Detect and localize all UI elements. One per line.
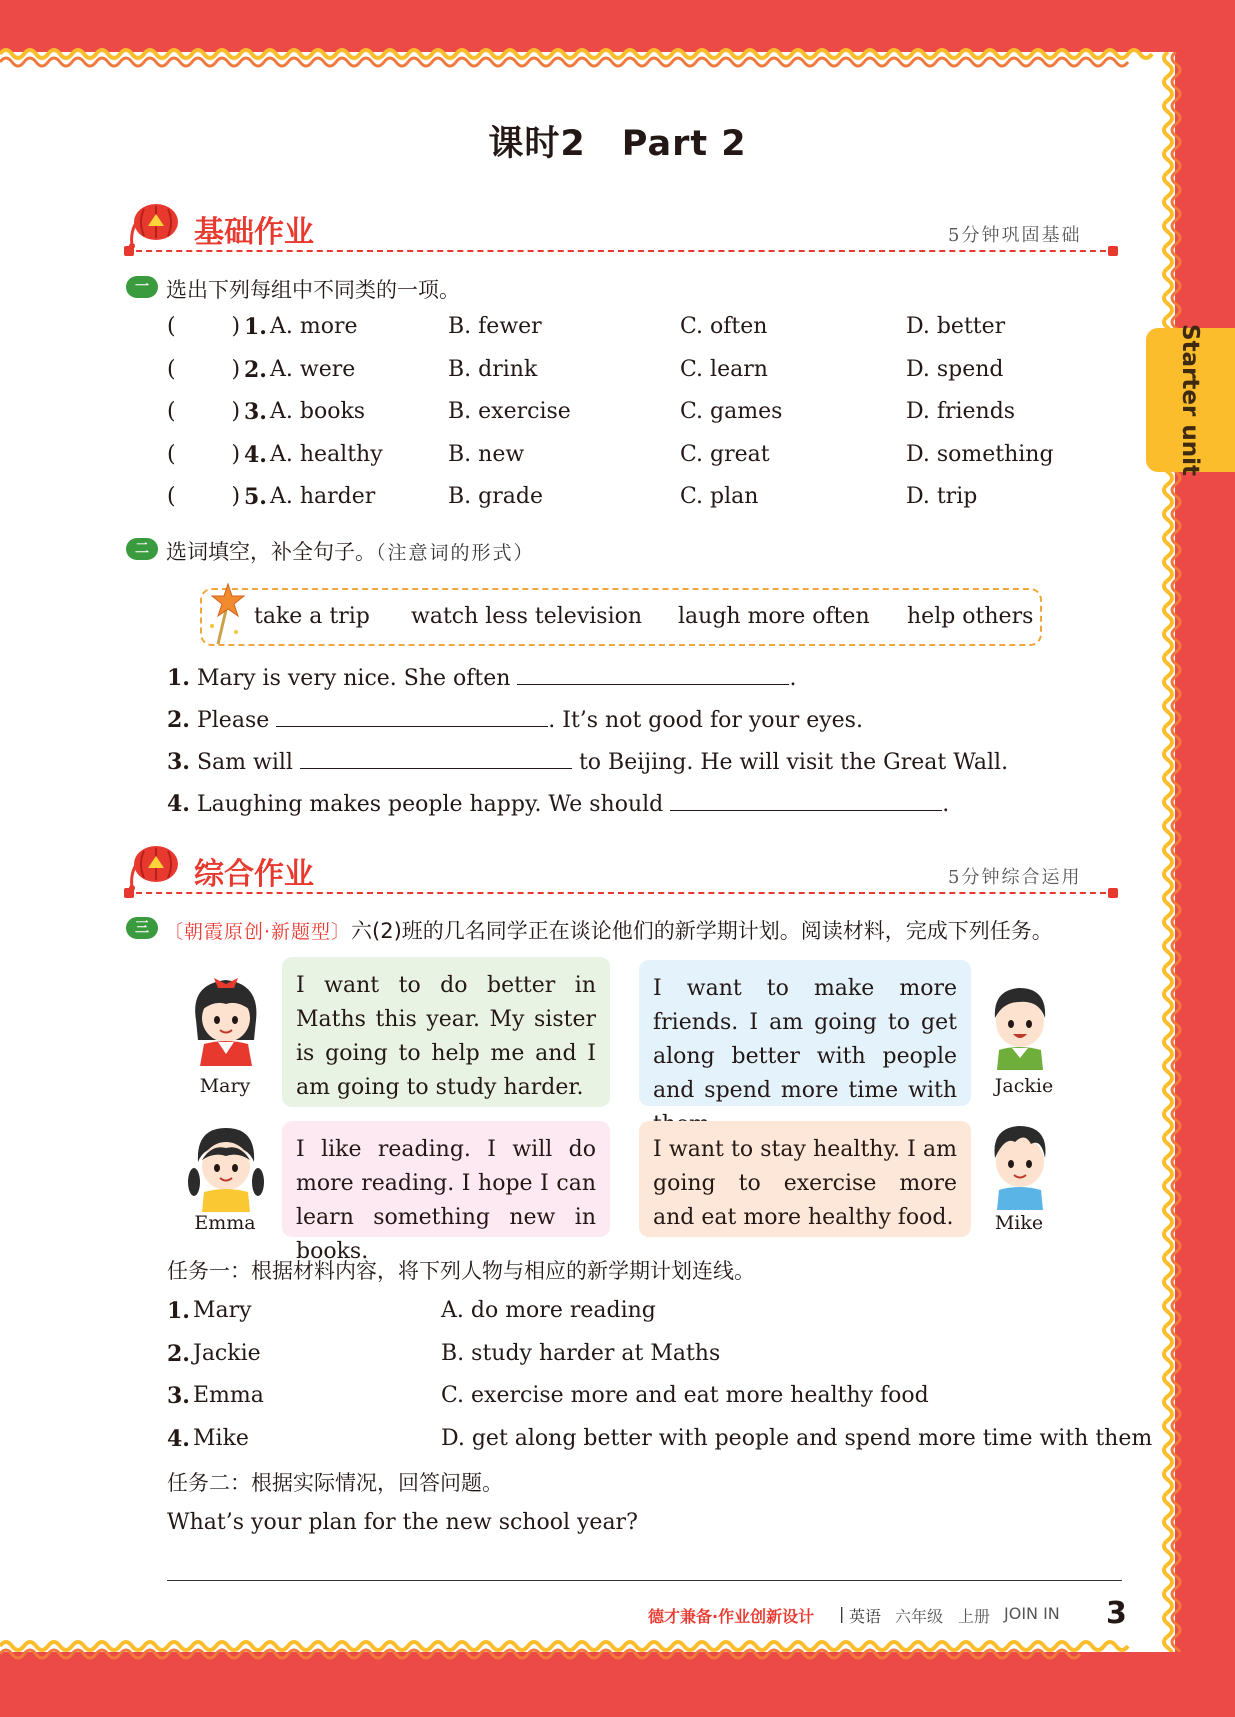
speech-bubble: I want to make more friends. I am going to get along better with people and spend more time with bbox=[639, 960, 971, 1106]
option-d: D. trip bbox=[906, 484, 978, 509]
option-b: B. exercise bbox=[448, 399, 571, 424]
sentence-text: . It’s not good for your eyes. bbox=[548, 708, 863, 733]
divider-start bbox=[124, 888, 134, 898]
fill-sentence bbox=[167, 746, 1008, 775]
sentence-text: Sam will bbox=[196, 750, 293, 775]
answer-bracket[interactable]: ( ) bbox=[167, 356, 241, 382]
sentence-text: Please bbox=[196, 708, 270, 733]
answer-blank[interactable] bbox=[300, 746, 572, 769]
answer-blank[interactable] bbox=[517, 662, 789, 685]
question-badge-1: 一 bbox=[126, 276, 158, 298]
section-divider bbox=[126, 250, 1116, 252]
answer-bracket[interactable]: ( ) bbox=[167, 399, 241, 424]
option-a: A. more bbox=[270, 314, 358, 339]
sentence-text: to Beijing. He will visit the Great Wall. bbox=[578, 750, 1009, 775]
mary-avatar bbox=[188, 970, 264, 1074]
option-d: D. something bbox=[906, 441, 1054, 467]
question-badge-2: 二 bbox=[126, 538, 158, 560]
speech-bubble: I like reading. I will do more reading. I hope I can learn something new in books. bbox=[282, 1121, 610, 1237]
fill-sentence bbox=[167, 662, 796, 691]
lantern-icon bbox=[126, 842, 182, 896]
open-question: What’s your plan for the new school year? bbox=[167, 1510, 638, 1535]
option-d: D. spend bbox=[906, 356, 1004, 382]
question-badge-3: 三 bbox=[126, 917, 158, 939]
sentence-text: . bbox=[942, 792, 950, 817]
answer-bracket[interactable]: ( ) bbox=[167, 484, 241, 509]
sentence-text: Laughing makes people happy. We should bbox=[196, 792, 664, 817]
question-tag: 〔朝霞原创·新题型〕 bbox=[164, 921, 352, 943]
option-d: D. friends bbox=[906, 399, 1016, 424]
lantern-icon bbox=[126, 200, 182, 254]
answer-bracket[interactable]: ( ) bbox=[167, 441, 241, 467]
option-b: B. drink bbox=[448, 356, 538, 382]
wavy-right-border bbox=[1158, 52, 1188, 1652]
speech-bubble: I want to do better in Maths this year. My sister is going to help me and I am going to study harder. bbox=[282, 957, 610, 1107]
unit-tab bbox=[1146, 324, 1235, 476]
star-wand-icon bbox=[206, 582, 246, 652]
word-bank-item: help others bbox=[907, 604, 1034, 629]
answer-blank[interactable] bbox=[670, 788, 942, 811]
match-number: 2. bbox=[167, 1340, 190, 1367]
word-bank-item: watch less television bbox=[411, 604, 643, 629]
match-plan[interactable]: C. exercise more and eat more healthy food bbox=[441, 1383, 929, 1408]
item-number: 2. bbox=[244, 356, 267, 383]
item-number: 5. bbox=[244, 484, 267, 510]
option-b: B. new bbox=[448, 441, 525, 467]
jackie-avatar bbox=[985, 978, 1055, 1074]
question-title-2-note: （注意词的形式） bbox=[376, 542, 535, 564]
option-c: C. games bbox=[680, 399, 783, 424]
word-bank-item: take a trip bbox=[254, 604, 370, 629]
option-a: A. were bbox=[270, 356, 356, 382]
option-d: D. better bbox=[906, 314, 1006, 339]
option-a: A. healthy bbox=[270, 441, 383, 467]
match-number: 1. bbox=[167, 1298, 190, 1324]
item-number: 4. bbox=[244, 441, 267, 468]
kid-name: Mary bbox=[199, 1075, 251, 1097]
emma-avatar bbox=[188, 1120, 264, 1216]
section-subtitle-basic: 5分钟巩固基础 bbox=[948, 225, 1082, 246]
option-b: B. fewer bbox=[448, 314, 542, 339]
match-number: 3. bbox=[167, 1383, 190, 1409]
question-title-3-main: 六(2)班的几名同学正在谈论他们的新学期计划。阅读材料，完成下列任务。 bbox=[351, 919, 1053, 943]
sentence-number: 1. bbox=[167, 665, 190, 691]
question-title-2-main: 选词填空，补全句子。 bbox=[166, 540, 376, 564]
footer-rule bbox=[167, 1580, 1122, 1581]
page-number: 3 bbox=[1106, 1596, 1127, 1631]
wavy-bottom-border bbox=[0, 1628, 1175, 1668]
match-person[interactable]: Mary bbox=[193, 1298, 252, 1323]
question-title-3 bbox=[164, 915, 1053, 945]
footer-volume: 上册 bbox=[958, 1607, 991, 1626]
speech-bubble: I want to stay healthy. I am going to exercise more and eat more healthy food. bbox=[639, 1121, 971, 1237]
option-c: C. learn bbox=[680, 356, 768, 382]
option-a: A. books bbox=[270, 399, 366, 424]
footer-grade: 六年级 bbox=[895, 1607, 944, 1626]
footer-edition: JOIN IN bbox=[1004, 1604, 1060, 1623]
section-heading-comprehensive: 综合作业 bbox=[194, 857, 314, 892]
wavy-top-border bbox=[0, 40, 1175, 80]
sentence-number: 4. bbox=[167, 791, 190, 817]
divider-end bbox=[1108, 246, 1118, 256]
option-c: C. plan bbox=[680, 484, 759, 509]
match-person[interactable]: Mike bbox=[193, 1425, 249, 1451]
match-person[interactable]: Jackie bbox=[193, 1340, 261, 1366]
item-number: 3. bbox=[244, 399, 267, 425]
option-b: B. grade bbox=[448, 484, 543, 509]
fill-sentence bbox=[167, 788, 949, 817]
task-two-instruction: 任务二：根据实际情况，回答问题。 bbox=[167, 1471, 503, 1495]
answer-blank[interactable] bbox=[276, 704, 548, 727]
section-divider bbox=[126, 892, 1116, 894]
divider-end bbox=[1108, 888, 1118, 898]
divider-start bbox=[124, 246, 134, 256]
page-title: 课时2 Part 2 bbox=[488, 124, 747, 164]
match-plan[interactable]: D. get along better with people and spend more time with them bbox=[441, 1425, 1153, 1451]
kid-name: Mike bbox=[994, 1212, 1044, 1234]
word-bank-item: laugh more often bbox=[678, 604, 870, 629]
option-a: A. harder bbox=[270, 484, 376, 509]
answer-bracket[interactable]: ( ) bbox=[167, 314, 241, 339]
option-c: C. great bbox=[680, 441, 770, 467]
kid-name: Jackie bbox=[994, 1075, 1054, 1097]
sentence-number: 3. bbox=[167, 749, 190, 775]
footer-separator: | bbox=[839, 1604, 845, 1623]
match-person[interactable]: Emma bbox=[193, 1383, 264, 1408]
task-one-instruction: 任务一：根据材料内容，将下列人物与相应的新学期计划连线。 bbox=[167, 1259, 755, 1283]
question-title-1: 选出下列每组中不同类的一项。 bbox=[166, 278, 460, 302]
section-heading-basic: 基础作业 bbox=[194, 215, 314, 250]
sentence-number: 2. bbox=[167, 707, 190, 733]
match-plan[interactable]: A. do more reading bbox=[441, 1298, 656, 1323]
match-number: 4. bbox=[167, 1425, 190, 1452]
option-c: C. often bbox=[680, 314, 768, 339]
sentence-text: . bbox=[789, 666, 797, 691]
footer-subject: 英语 bbox=[849, 1607, 882, 1626]
section-subtitle-comprehensive: 5分钟综合运用 bbox=[948, 867, 1082, 888]
fill-sentence bbox=[167, 704, 863, 733]
mike-avatar bbox=[985, 1118, 1055, 1214]
footer-brand: 德才兼备·作业创新设计 bbox=[648, 1607, 815, 1626]
item-number: 1. bbox=[244, 314, 267, 340]
question-title-2 bbox=[166, 536, 535, 566]
match-plan[interactable]: B. study harder at Maths bbox=[441, 1340, 721, 1366]
sentence-text: Mary is very nice. She often bbox=[196, 666, 511, 691]
unit-tab-label: Starter unit bbox=[1177, 324, 1203, 476]
kid-name: Emma bbox=[194, 1212, 256, 1234]
